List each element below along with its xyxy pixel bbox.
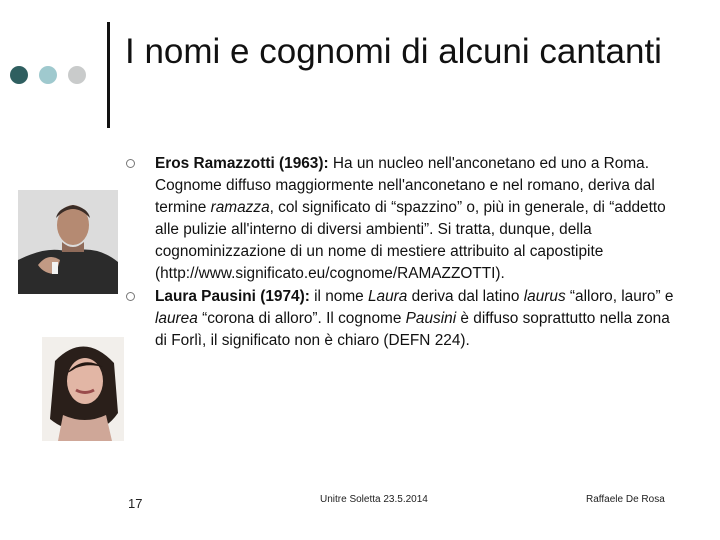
- dot-dark: [10, 66, 28, 84]
- text-segment: è diffuso soprattutto nella zona di Forlì, il significato non è chiaro (DEFN 224).: [155, 310, 670, 349]
- page-number: 17: [128, 496, 143, 511]
- text-segment: “corona di alloro”. Il cognome: [197, 310, 406, 327]
- bullet-text: [155, 153, 684, 285]
- eros-ramazzotti-photo: [18, 190, 118, 294]
- bullet-laura-pausini: [124, 286, 684, 352]
- text-segment-italic: Pausini: [405, 310, 457, 327]
- text-segment: il nome: [309, 288, 368, 305]
- bullet-circle-icon: [126, 292, 135, 301]
- text-segment: Ha un nucleo nell'anconetano ed uno a Roma. Cognome diffuso maggiormente nell'anconetano e nel romano, deriva dal termine: [155, 155, 655, 216]
- bullet-circle-icon: [126, 159, 135, 168]
- dot-gray: [68, 66, 86, 84]
- footer-author: Raffaele De Rosa: [586, 494, 665, 505]
- text-segment: deriva dal latino: [407, 288, 524, 305]
- slide-title: I nomi e cognomi di alcuni cantanti: [125, 32, 662, 71]
- text-segment-italic: laurea: [155, 310, 198, 327]
- decorative-dots: [10, 66, 100, 86]
- title-divider: [107, 22, 110, 128]
- laura-pausini-photo: [42, 337, 124, 441]
- text-segment: , col significato di “spazzino” o, più in generale, di “addetto alle pulizie all'interno di diversi ambienti”. Si tratta, dunque, della cognominizzazione di un nome di mestiere attribuito al capostipite (http://www.significato.eu/cognome/RAMAZZOTTI).: [155, 199, 666, 282]
- text-segment-bold: Laura Pausini (1974):: [155, 288, 310, 305]
- text-segment-italic: Laura: [368, 288, 408, 305]
- bullet-eros-ramazzotti: [124, 153, 684, 285]
- dot-light-blue: [39, 66, 57, 84]
- text-segment-bold: Eros Ramazzotti (1963):: [155, 155, 329, 172]
- footer-event: Unitre Soletta 23.5.2014: [320, 494, 428, 505]
- text-segment: “alloro, lauro” e: [565, 288, 674, 305]
- text-segment-italic: ramazza: [210, 199, 270, 216]
- bullet-list: [124, 153, 684, 353]
- text-segment-italic: laurus: [523, 288, 566, 305]
- bullet-text: [155, 286, 684, 352]
